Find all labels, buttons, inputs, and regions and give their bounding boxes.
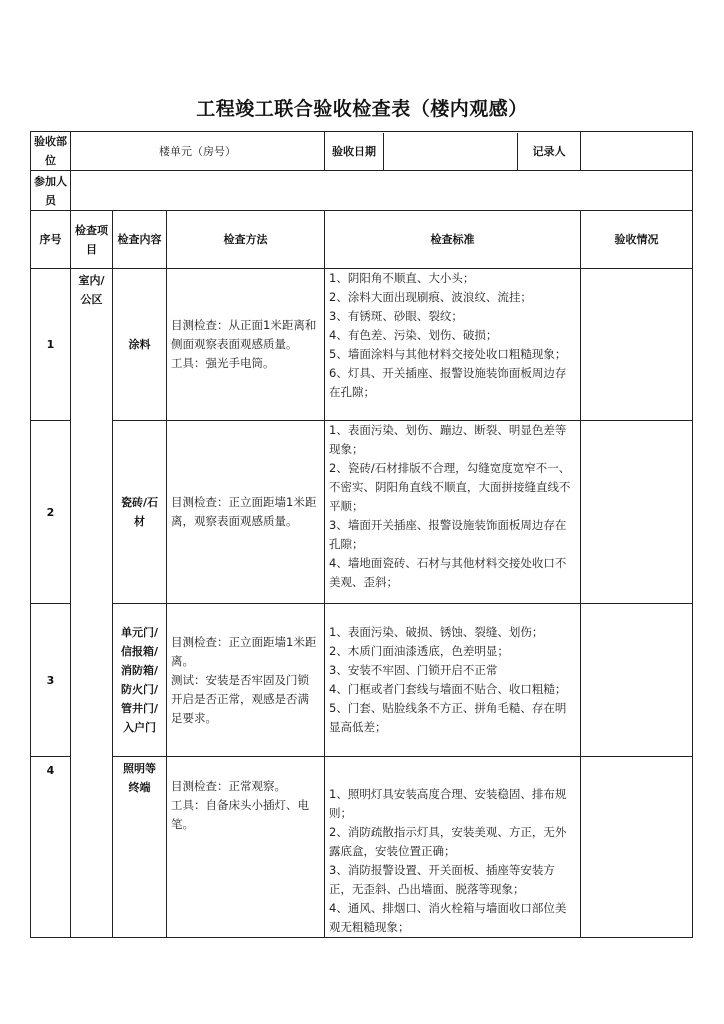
date-field[interactable] xyxy=(383,133,517,170)
participants-label: 参加人员 xyxy=(31,171,71,211)
tool-text: 测试：安装是否牢固及门锁开启是否正常，观感是否满足要求。 xyxy=(171,672,309,725)
standard-item: 5、墙面涂料与其他材料交接处收口粗糙现象； xyxy=(329,347,567,361)
standard-item: 4、通风、排烟口、消火栓箱与墙面收口部位美观无粗糙现象； xyxy=(329,901,567,934)
standard-item: 4、门框或者门套线与墙面不贴合、收口粗糙； xyxy=(329,682,567,696)
row-content: 涂料 xyxy=(113,269,167,421)
row-method xyxy=(167,604,325,757)
standard-item: 1、照明灯具安装高度合理、安装稳固、排布规则； xyxy=(329,787,567,820)
standard-item: 6、灯具、开关插座、报警设施装饰面板周边存在孔隙； xyxy=(329,366,567,399)
method-text: 目测检查：正常观察。 xyxy=(171,779,286,793)
col-item: 检查项目 xyxy=(71,211,113,269)
recorder-field[interactable] xyxy=(581,132,693,171)
row-no: 4 xyxy=(31,757,71,938)
header-row-participants xyxy=(31,171,693,211)
standard-item: 5、门套、贴脸线条不方正、拼角毛糙、存在明显高低差； xyxy=(329,701,567,734)
standard-item: 3、有锈斑、砂眼、裂纹； xyxy=(329,309,463,323)
standard-item: 3、安装不牢固、门锁开启不正常 xyxy=(329,663,498,677)
row-content xyxy=(113,604,167,757)
form-title: 工程竣工联合验收检查表（楼内观感） xyxy=(196,98,528,120)
row-result-field[interactable] xyxy=(581,757,693,938)
row-result-field[interactable] xyxy=(581,604,693,757)
col-method: 检查方法 xyxy=(167,211,325,269)
row-no: 3 xyxy=(31,604,71,757)
col-result: 验收情况 xyxy=(581,211,693,269)
method-text: 目测检查：正立面距墙1米距离。 xyxy=(171,634,317,668)
standard-item: 4、有色差、污染、划伤、破损； xyxy=(329,328,498,342)
row-result-field[interactable] xyxy=(581,421,693,604)
participants-field[interactable] xyxy=(71,171,693,211)
method-text: 目测检查：正立面距墙1米距离，观察表面观感质量。 xyxy=(171,495,317,528)
standard-item: 3、消防报警设置、开关面板、插座等安装方正，无歪斜、凸出墙面、脱落等现象； xyxy=(329,863,555,896)
date-label: 验收日期 xyxy=(332,144,376,158)
col-no: 序号 xyxy=(31,211,71,269)
row-content xyxy=(113,757,167,938)
row-standards xyxy=(325,269,581,421)
row-standards xyxy=(325,604,581,757)
recorder-label: 记录人 xyxy=(517,133,580,170)
standard-item: 2、消防疏散指示灯具，安装美观、方正，无外露底盒，安装位置正确； xyxy=(329,825,567,858)
row-method xyxy=(167,757,325,938)
standard-item: 2、木质门面油漆透底，色差明显； xyxy=(329,644,509,658)
row-standards xyxy=(325,757,581,938)
tool-text: 工具：强光手电筒。 xyxy=(171,356,275,370)
standard-item: 3、墙面开关插座、报警设施装饰面板周边存在孔隙； xyxy=(329,518,567,551)
table-row xyxy=(31,757,693,938)
part-label: 验收部位 xyxy=(31,132,71,171)
col-content: 检查内容 xyxy=(113,211,167,269)
row-result-field[interactable] xyxy=(581,269,693,421)
table-row xyxy=(31,421,693,604)
row-method xyxy=(167,421,325,604)
method-text: 目测检查：从正面1米距离和侧面观察表面观感质量。 xyxy=(171,318,317,351)
standard-item: 2、涂料大面出现刷痕、波浪纹、流挂； xyxy=(329,290,532,304)
row-no: 1 xyxy=(31,269,71,421)
header-row-part xyxy=(31,132,693,171)
standard-item: 1、表面污染、破损、锈蚀、裂缝、划伤； xyxy=(329,625,544,639)
row-no: 2 xyxy=(31,421,71,604)
row-standards xyxy=(325,421,581,604)
area-cell xyxy=(71,269,113,938)
area-label: 室内/公区 xyxy=(78,274,105,306)
inspection-table xyxy=(30,131,693,938)
table-row xyxy=(31,269,693,421)
row-content xyxy=(113,421,167,604)
standard-item: 1、阴阳角不顺直、大小头； xyxy=(329,271,475,285)
table-row xyxy=(31,604,693,757)
tool-text: 工具：自备床头小插灯、电笔。 xyxy=(171,798,309,831)
column-header-row xyxy=(31,211,693,269)
standard-item: 2、瓷砖/石材排版不合理，勾缝宽度宽窄不一、不密实、阴阳角直线不顺直，大面拼接缝直线不平顺； xyxy=(329,461,571,513)
row-content-text: 照明等终端 xyxy=(123,762,156,794)
row-method xyxy=(167,269,325,421)
col-standard: 检查标准 xyxy=(325,211,581,269)
row-content-text: 瓷砖/石材 xyxy=(120,496,159,528)
row-content-text: 单元门/信报箱/消防箱/防火门/管井门/入户门 xyxy=(120,626,159,734)
standard-item: 4、墙地面瓷砖、石材与其他材料交接处收口不美观、歪斜； xyxy=(329,556,567,589)
part-value-field[interactable]: 楼单元（房号） xyxy=(71,132,325,171)
standard-item: 1、表面污染、划伤、蹦边、断裂、明显色差等现象； xyxy=(329,423,567,456)
